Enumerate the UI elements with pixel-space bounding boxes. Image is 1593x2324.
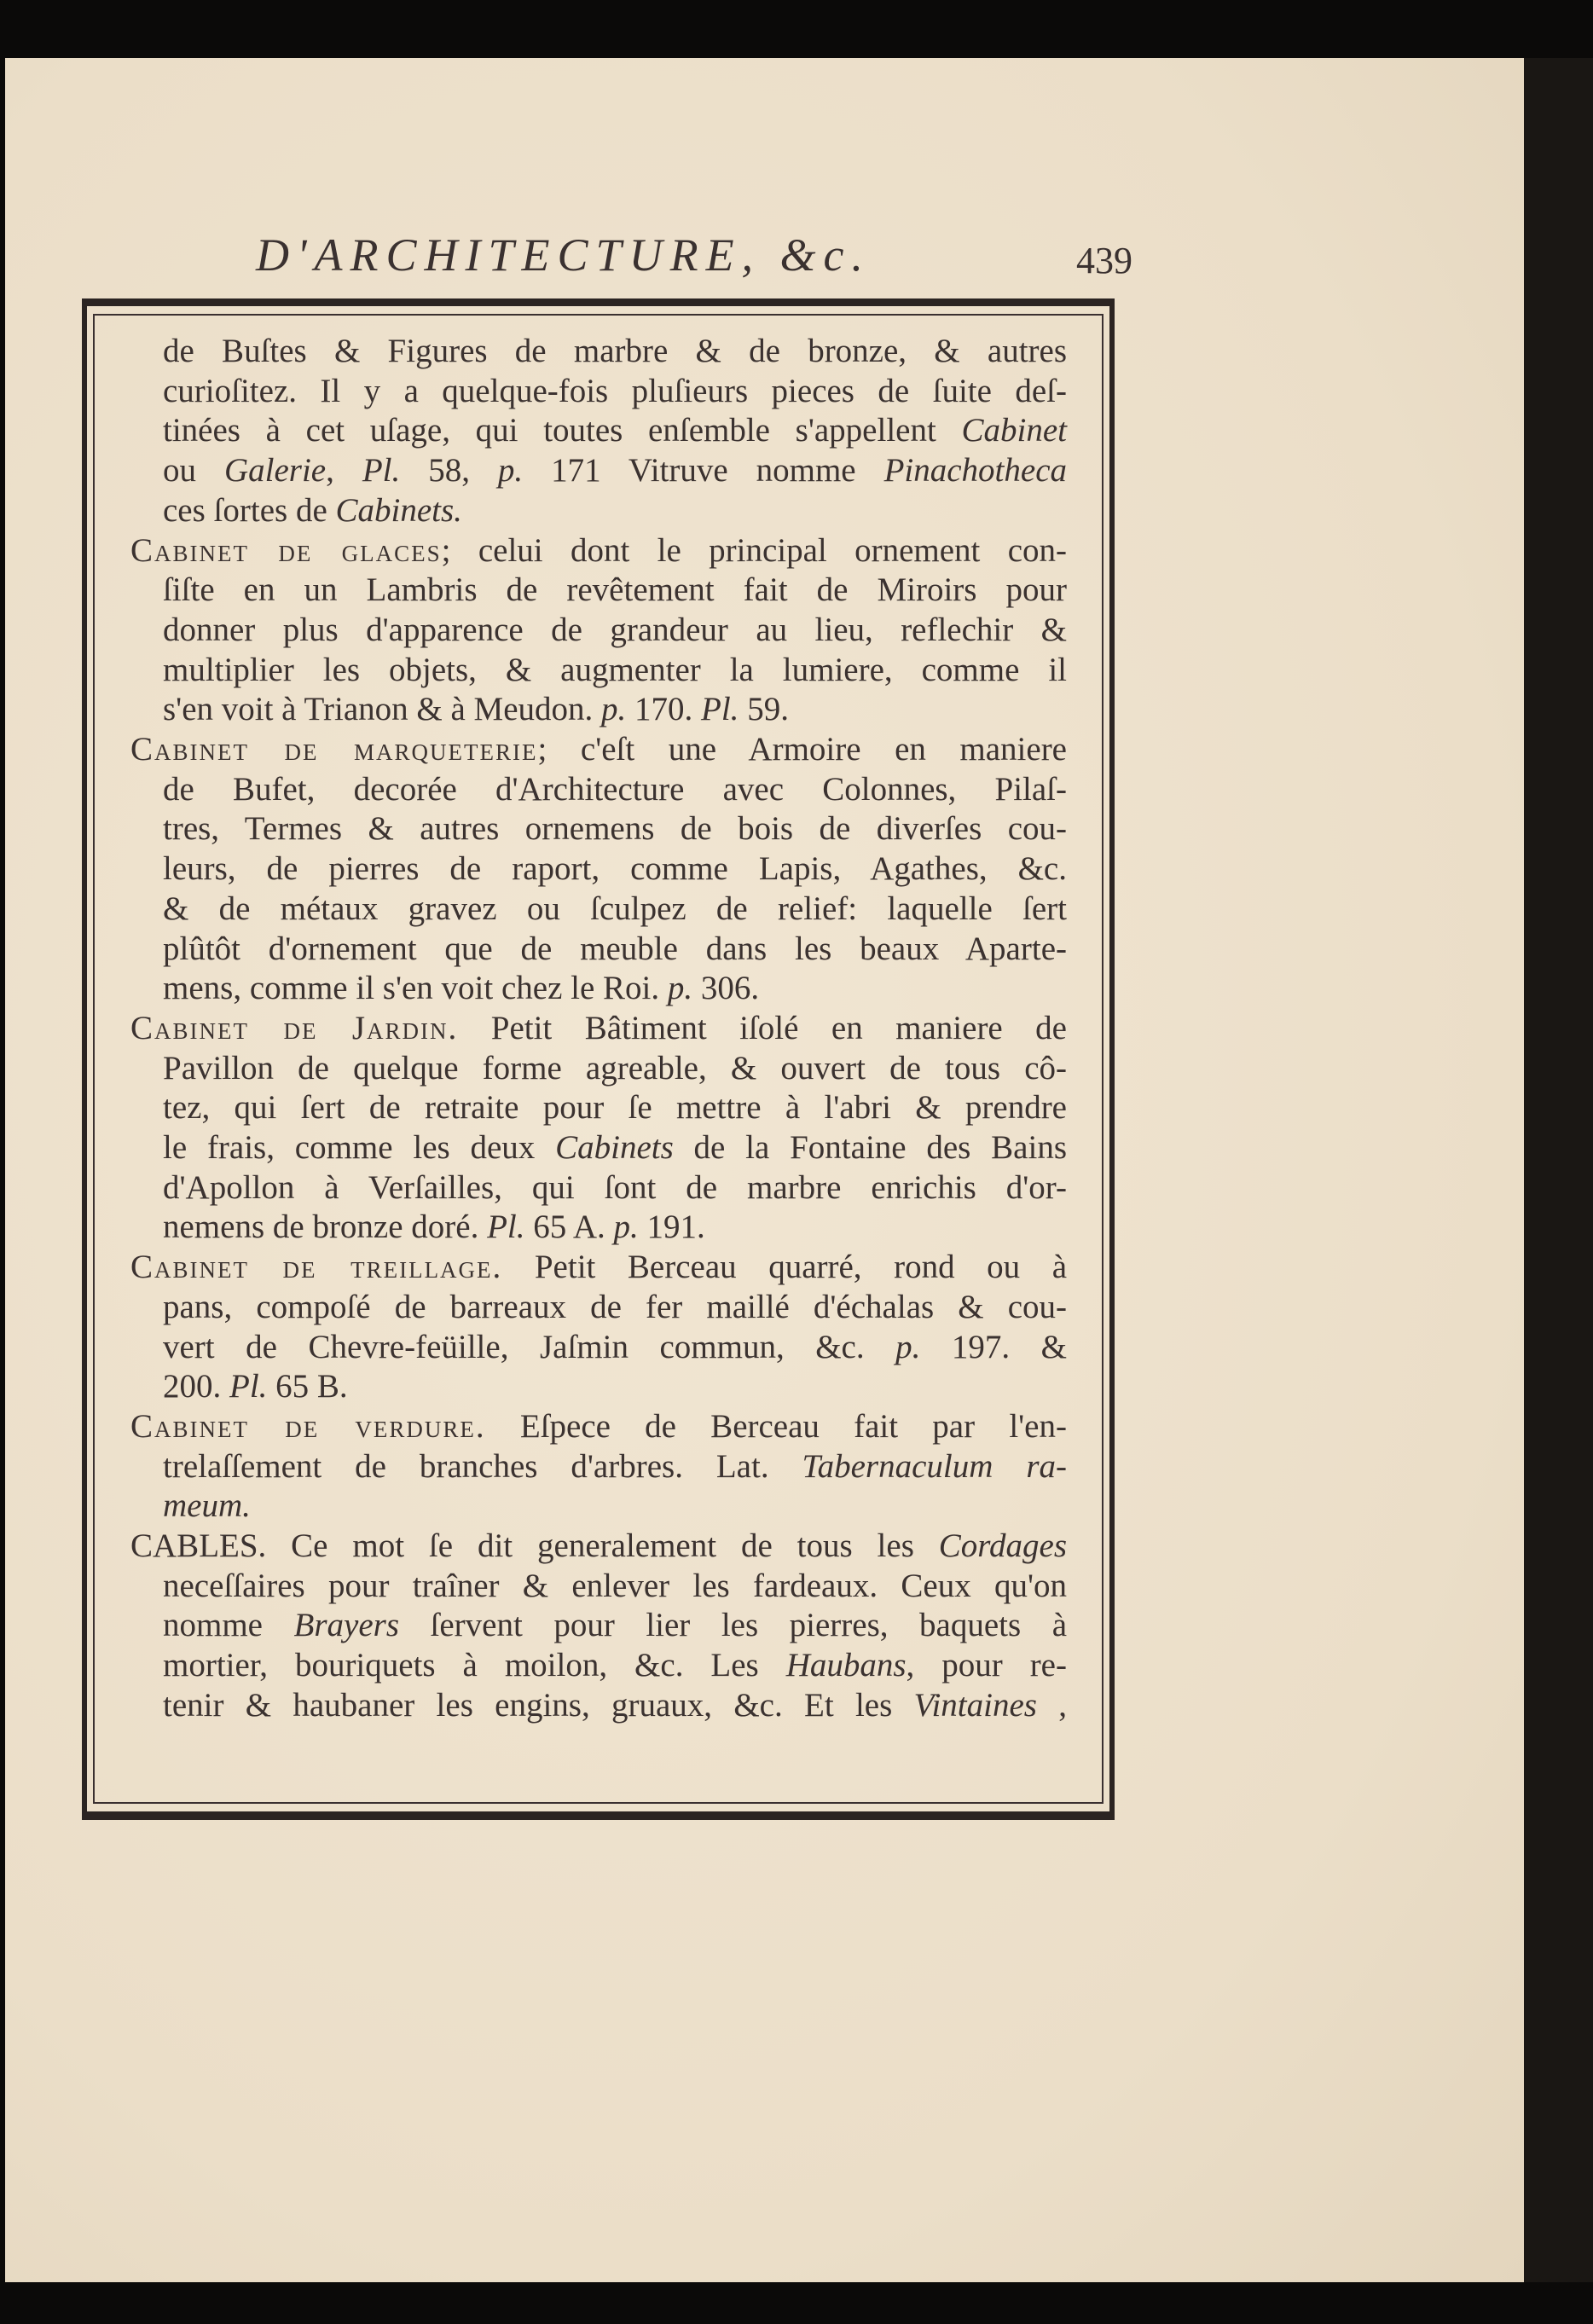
text-line [163,1127,1067,1168]
italic-run: Pl. [229,1368,268,1405]
text-run: ſervent pour lier les pierres, baquets à [399,1607,1068,1644]
text-run: neceſſaires pour traîner & enlever les fardeaux. Ceux qu'on [163,1567,1067,1604]
text-run: d'Apollon à Verſailles, qui ſont de marbre enrichis d'or- [163,1168,1067,1206]
italic-run: Cabinets [555,1129,674,1166]
text-run: mortier, bouriquets à moilon, &c. Les [163,1647,786,1684]
italic-run: meum. [163,1487,251,1525]
text-line [163,1327,1067,1367]
text-run: ; c'eſt une Armoire en maniere [537,731,1067,768]
italic-run: Pl. [701,691,739,728]
text-run: 58, [400,452,498,490]
text-line [163,1446,1067,1487]
text-run: nemens de bronze doré. [163,1208,488,1246]
text-run: curioſitez. Il y a quelque-fois pluſieurs pieces de ſuite deſ- [163,372,1067,409]
running-title: D'ARCHITECTURE, &c. [256,229,872,281]
text-run: 191. [638,1208,705,1246]
text-line [163,808,1067,849]
text-line [163,570,1067,610]
text-line [163,650,1067,690]
text-run: 197. & [920,1328,1067,1365]
text-run: ; celui dont le principal ornement con- [441,531,1067,569]
text-run: le frais, comme les deux [163,1129,556,1166]
italic-run: Tabernaculum ra- [802,1447,1067,1485]
entry-headword: Cabinet de verdure. [130,1407,486,1445]
text-run: s'en voit à Trianon & à Meudon. [163,691,602,728]
text-line [163,769,1067,809]
italic-run: Pl. [362,452,401,490]
text-line [163,610,1067,650]
text-line [163,1566,1067,1606]
text-run: de Buſtes & Figures de marbre & de bronze, & autres [163,333,1067,369]
text-line [163,849,1067,889]
italic-run: Brayers [293,1607,399,1644]
text-run: ſiſte en un Lambris de revêtement fait de Miroirs pour [163,571,1067,609]
text-line [163,1048,1067,1088]
text-run: plûtôt d'ornement que de meuble dans les beaux Aparte- [163,930,1067,967]
text-run: pans, compoſé de barreaux de fer maillé d'échalas & cou- [163,1288,1067,1325]
text-line [163,1366,1067,1406]
text-run: 306. [692,970,760,1007]
text-run: 59. [739,691,789,728]
text-line [130,1406,1067,1446]
text-run: tres, Termes & autres ornemens de bois de diverſes cou- [163,810,1067,848]
italic-run: p. [613,1208,639,1246]
page-edge-shadow [1524,58,1593,2282]
text-run: tez, qui ſert de retraite pour ſe mettre à l'abri & prendre [163,1089,1067,1127]
italic-run: p. [601,691,627,728]
text-run: nomme [163,1607,294,1644]
text-line [130,1526,1067,1566]
text-run: mens, comme il s'en voit chez le Roi. [163,970,668,1007]
text-run: tinées à cet uſage, qui toutes enſemble s'appellent [163,412,962,449]
text-line [130,729,1067,769]
italic-run: p. [497,452,524,490]
text-run: donner plus d'apparence de grandeur au lieu, reflechir & [163,611,1067,648]
text-run: ces ſortes de [163,491,336,529]
text-run: 200. [163,1368,229,1405]
entry-headword: Cabinet de glaces [130,531,442,569]
italic-run: Cabinet [961,412,1067,449]
text-run: CABLES. Ce mot ſe dit generalement de tous les [130,1527,939,1564]
italic-run: Pl. [487,1208,525,1246]
text-run: vert de Chevre-feüille, Jaſmin commun, &c. [163,1328,896,1365]
text-line [130,1008,1067,1048]
text-run: 65 B. [267,1368,348,1405]
text-line [163,689,1067,729]
italic-run: Cordages [938,1527,1067,1564]
italic-run: Galerie [223,452,327,490]
text-line [163,889,1067,929]
text-line [163,371,1067,411]
text-run: tenir & haubaner les engins, gruaux, &c. Et les [163,1686,914,1724]
italic-run: Haubans [785,1647,907,1684]
entry-headword: Cabinet de marqueterie [130,731,538,768]
italic-run: Pinachotheca [883,452,1068,490]
text-run: Petit Berceau quarré, rond ou à [502,1249,1068,1286]
text-line [163,1087,1067,1127]
page-number: 439 [1076,240,1132,281]
text-run: , pour re- [906,1647,1067,1684]
entry-headword: Cabinet de Jardin. [130,1009,459,1046]
text-run: multiplier les objets, & augmenter la lumiere, comme il [163,651,1067,688]
italic-run: p. [895,1328,921,1365]
text-run: Eſpece de Berceau fait par l'en- [485,1407,1067,1445]
text-run: ou [163,452,224,490]
text-line [163,968,1067,1008]
text-line [163,1486,1067,1526]
text-line [163,1207,1067,1247]
text-run: Pavillon de quelque forme agreable, & ouvert de tous cô- [163,1049,1067,1087]
text-run: de Bufet, decorée d'Architecture avec Colonnes, Pilaſ- [163,770,1067,808]
text-run: 170. [626,691,702,728]
text-line [163,331,1067,371]
entry-headword: Cabinet de treillage. [130,1249,503,1286]
italic-run: Vintaines [913,1686,1037,1724]
text-line [130,1247,1067,1287]
italic-run: Cabinets. [335,491,462,529]
text-line [163,1605,1067,1645]
text-run: , [1036,1686,1067,1724]
text-line [163,1287,1067,1327]
text-line [130,530,1067,571]
text-line [163,1645,1067,1685]
text-run: trelaſſement de branches d'arbres. Lat. [163,1447,802,1485]
text-line [163,1685,1067,1725]
italic-run: p. [667,970,693,1007]
text-line [163,929,1067,969]
text-run: Petit Bâtiment iſolé en maniere de [458,1009,1067,1046]
text-line [163,490,1067,530]
text-run: leurs, de pierres de raport, comme Lapis, Agathes, &c. [163,850,1067,888]
text-run: & de métaux gravez ou ſculpez de relief: laquelle ſert [163,890,1067,927]
text-run: 65 A. [524,1208,614,1246]
text-line [163,450,1067,490]
text-run: de la Fontaine des Bains [673,1129,1067,1166]
text-run: , [326,452,362,490]
text-line [163,1168,1067,1208]
text-line [163,410,1067,450]
text-run: 171 Vitruve nomme [523,452,884,490]
